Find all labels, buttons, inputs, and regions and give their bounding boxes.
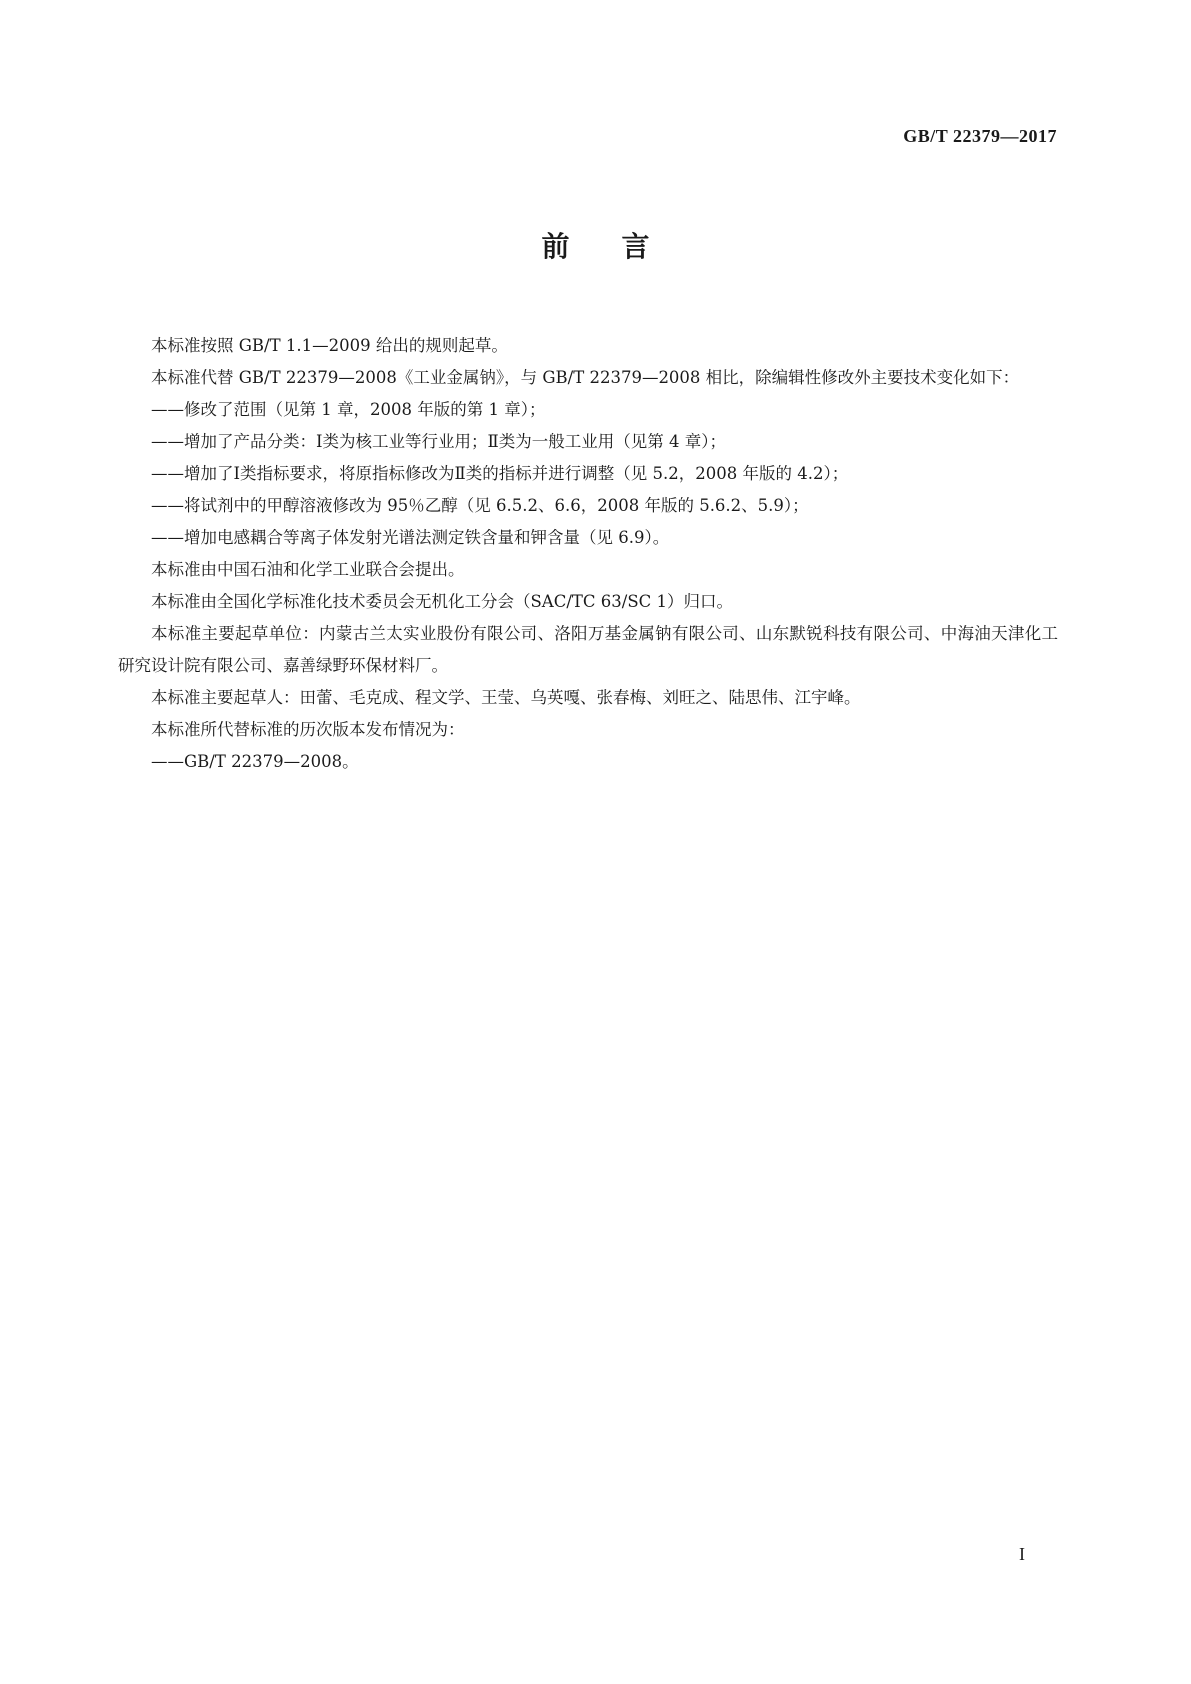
paragraph-drafting-units: 本标准主要起草单位：内蒙古兰太实业股份有限公司、洛阳万基金属钠有限公司、山东默锐科技有限公司、中海油天津化工研究设计院有限公司、嘉善绿野环保材料厂。 <box>118 624 1058 675</box>
paragraph-drafters: 本标准主要起草人：田蕾、毛克成、程文学、王莹、乌英嘎、张春梅、刘旺之、陆思伟、江宇峰。 <box>151 688 861 707</box>
page-title: 前言 <box>541 230 702 263</box>
paragraph-history-intro: 本标准所代替标准的历次版本发布情况为： <box>151 720 465 739</box>
change-item-requirements: ——增加了Ⅰ类指标要求，将原指标修改为Ⅱ类的指标并进行调整（见 5.2，2008 年版的 4.2）； <box>151 464 849 483</box>
history-item: ——GB/T 22379—2008。 <box>151 752 359 771</box>
paragraph-proposer: 本标准由中国石油和化学工业联合会提出。 <box>151 560 465 579</box>
paragraph-technical-committee: 本标准由全国化学标准化技术委员会无机化工分会（SAC/TC 63/SC 1）归口。 <box>151 592 734 611</box>
change-item-reagent: ——将试剂中的甲醇溶液修改为 95％乙醇（见 6.5.2、6.6，2008 年版的 5.6.2、5.9）； <box>151 496 809 515</box>
foreword-body <box>118 330 1058 778</box>
change-item-classification: ——增加了产品分类：Ⅰ类为核工业等行业用；Ⅱ类为一般工业用（见第 4 章）； <box>151 432 726 451</box>
paragraph-drafting-rules: 本标准按照 GB/T 1.1—2009 给出的规则起草。 <box>151 336 508 355</box>
change-item-icp-method: ——增加电感耦合等离子体发射光谱法测定铁含量和钾含量（见 6.9）。 <box>151 528 670 547</box>
paragraph-replacement: 本标准代替 GB/T 22379—2008《工业金属钠》，与 GB/T 22379—2008 相比，除编辑性修改外主要技术变化如下： <box>151 368 1020 387</box>
standard-code: GB/T 22379—2017 <box>903 126 1057 146</box>
change-item-scope: ——修改了范围（见第 1 章，2008 年版的第 1 章）； <box>151 400 546 419</box>
page-number: I <box>1019 1544 1025 1564</box>
